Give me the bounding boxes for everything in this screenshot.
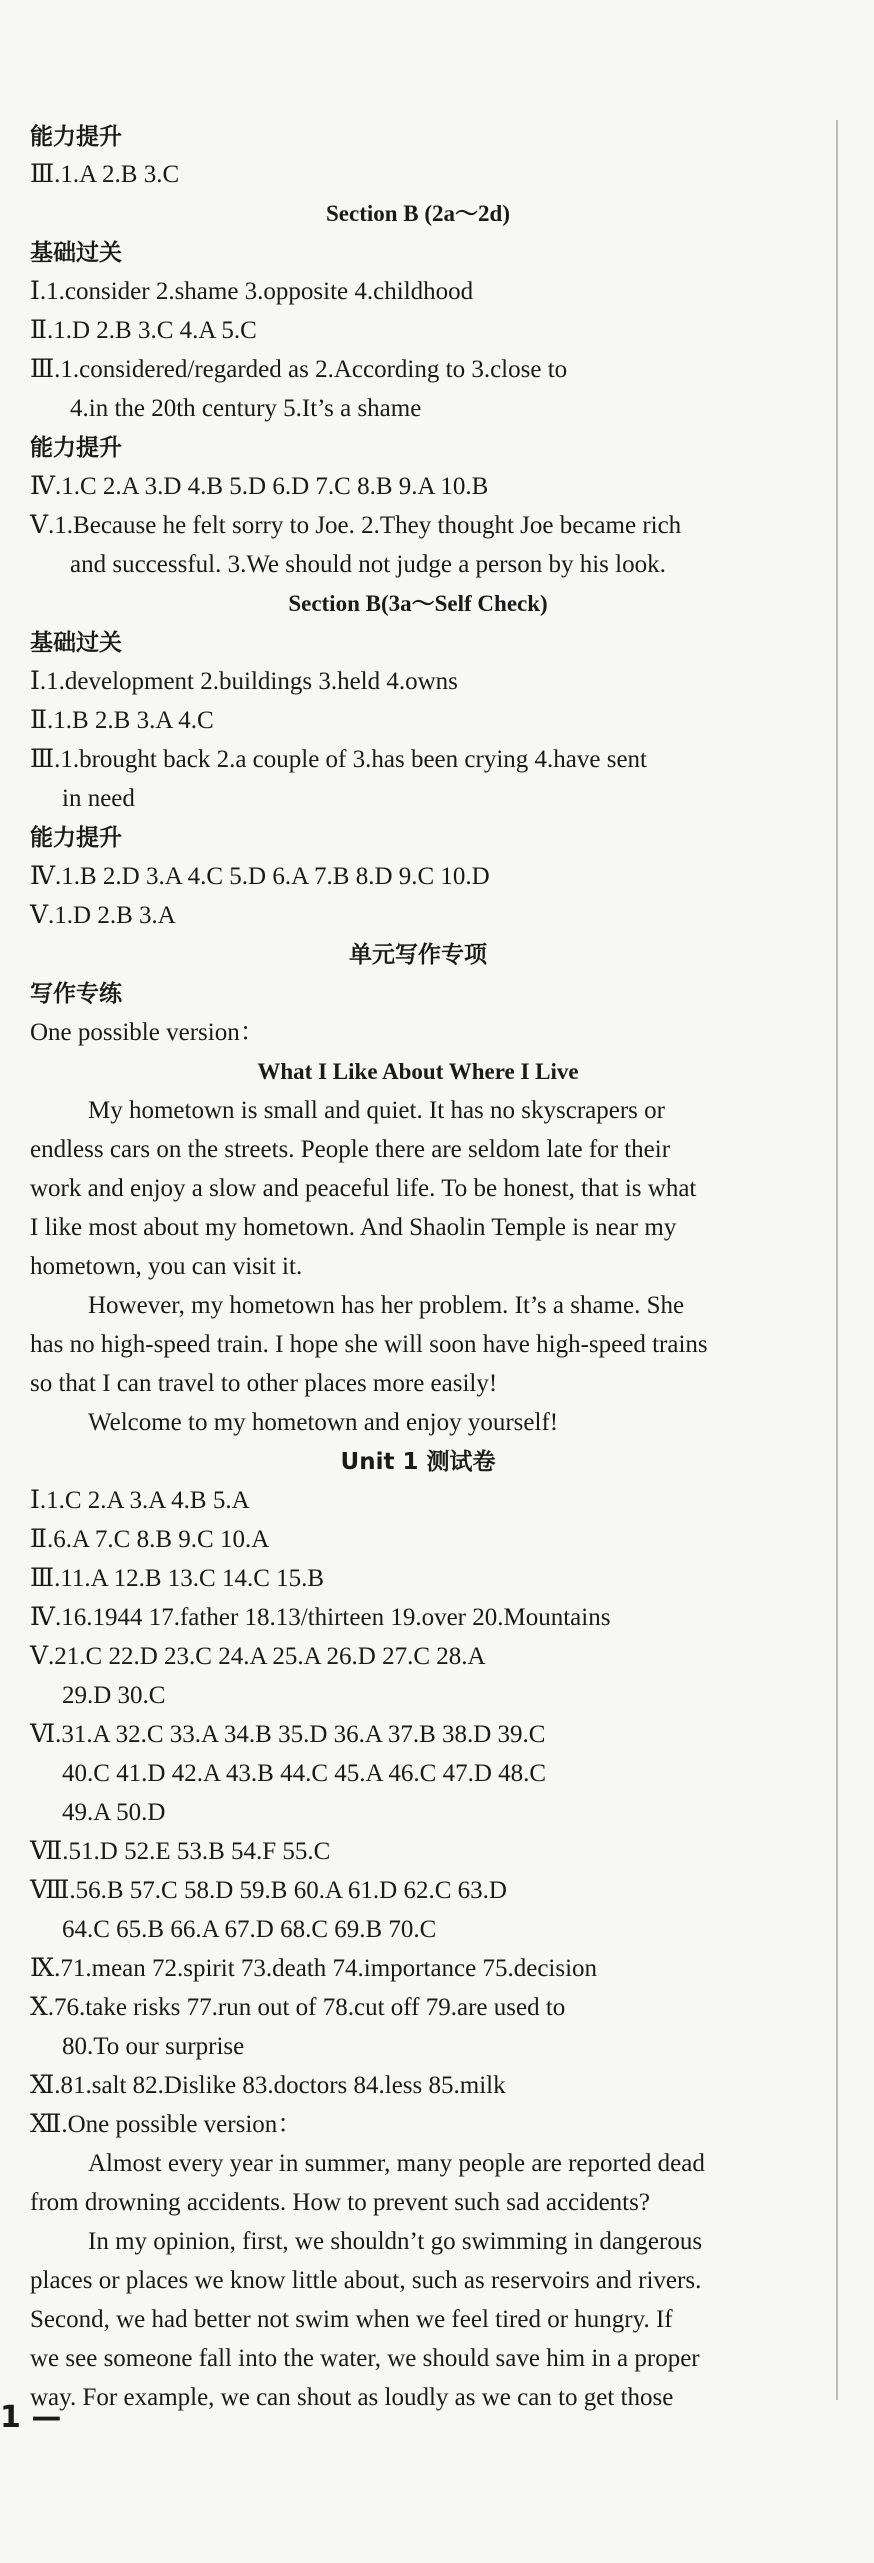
answer-line-cont: 40.C 41.D 42.A 43.B 44.C 45.A 46.C 47.D 48.C: [62, 1760, 547, 1787]
version-label: One possible version：: [30, 1019, 265, 1046]
essay-line: endless cars on the streets. People there are seldom late for their: [30, 1136, 671, 1163]
essay-line: Almost every year in summer, many people are reported dead: [88, 2150, 705, 2177]
essay-line: I like most about my hometown. And Shaolin Temple is near my: [30, 1214, 677, 1241]
answer-line: Ⅲ.1.brought back 2.a couple of 3.has been crying 4.have sent: [30, 746, 647, 773]
answer-line-cont: 4.in the 20th century 5.It’s a shame: [70, 395, 422, 422]
essay-line: work and enjoy a slow and peaceful life. To be honest, that is what: [30, 1175, 697, 1202]
answer-line: Ⅹ.76.take risks 77.run out of 78.cut off 79.are used to: [30, 1994, 566, 2021]
answer-line-cont: 29.D 30.C: [62, 1682, 166, 1709]
heading-ability: 能力提升: [30, 124, 122, 150]
answer-line: Ⅵ.31.A 32.C 33.A 34.B 35.D 36.A 37.B 38.D 39.C: [30, 1721, 546, 1748]
essay-line: hometown, you can visit it.: [30, 1253, 303, 1280]
section-title: Section B(3a～Self Check): [288, 591, 548, 616]
answer-line: Ⅸ.71.mean 72.spirit 73.death 74.importance 75.decision: [30, 1955, 598, 1982]
answer-line: Ⅴ.1.Because he felt sorry to Joe. 2.They thought Joe became rich: [30, 512, 682, 539]
essay-title: What I Like About Where I Live: [257, 1059, 579, 1084]
essay-line: In my opinion, first, we shouldn’t go swimming in dangerous: [88, 2228, 703, 2255]
section-title: Section B (2a～2d): [326, 201, 510, 226]
answer-line-cont: 64.C 65.B 66.A 67.D 68.C 69.B 70.C: [62, 1916, 437, 1943]
answer-line: Ⅷ.56.B 57.C 58.D 59.B 60.A 61.D 62.C 63.D: [30, 1877, 507, 1904]
essay-line: way. For example, we can shout as loudly as we can to get those: [30, 2384, 674, 2411]
version-label: Ⅻ.One possible version：: [30, 2111, 303, 2138]
heading-basic: 基础过关: [30, 630, 122, 656]
essay-line: Second, we had better not swim when we feel tired or hungry. If: [30, 2306, 673, 2333]
heading-basic: 基础过关: [30, 240, 122, 266]
section-title: Unit 1 测试卷: [340, 1449, 496, 1475]
column-divider: [836, 120, 838, 2400]
answer-line: Ⅱ.1.D 2.B 3.C 4.A 5.C: [30, 317, 257, 344]
answer-line: Ⅲ.1.A 2.B 3.C: [30, 161, 180, 188]
page-number: 1 —: [0, 2400, 62, 2435]
heading-ability: 能力提升: [30, 825, 122, 851]
essay-line: places or places we know little about, such as reservoirs and rivers.: [30, 2267, 702, 2294]
essay-line: we see someone fall into the water, we should save him in a proper: [30, 2345, 700, 2372]
heading-writing: 写作专练: [30, 981, 122, 1007]
answer-line: Ⅰ.1.C 2.A 3.A 4.B 5.A: [30, 1487, 250, 1514]
essay-line: so that I can travel to other places more easily!: [30, 1370, 498, 1397]
answer-line: Ⅴ.21.C 22.D 23.C 24.A 25.A 26.D 27.C 28.A: [30, 1643, 486, 1670]
section-title: 单元写作专项: [349, 942, 487, 968]
answer-line-cont: 49.A 50.D: [62, 1799, 166, 1826]
heading-ability: 能力提升: [30, 435, 122, 461]
answer-line: Ⅶ.51.D 52.E 53.B 54.F 55.C: [30, 1838, 331, 1865]
answer-line-cont: and successful. 3.We should not judge a person by his look.: [70, 551, 666, 578]
answer-line: Ⅺ.81.salt 82.Dislike 83.doctors 84.less 85.milk: [30, 2072, 506, 2099]
answer-line: Ⅰ.1.development 2.buildings 3.held 4.owns: [30, 668, 458, 695]
answer-line: Ⅳ.1.B 2.D 3.A 4.C 5.D 6.A 7.B 8.D 9.C 10.D: [30, 863, 490, 890]
answer-line: Ⅳ.1.C 2.A 3.D 4.B 5.D 6.D 7.C 8.B 9.A 10.B: [30, 473, 489, 500]
answer-line: Ⅲ.11.A 12.B 13.C 14.C 15.B: [30, 1565, 325, 1592]
answer-line: Ⅳ.16.1944 17.father 18.13/thirteen 19.over 20.Mountains: [30, 1604, 611, 1631]
answer-line: Ⅱ.1.B 2.B 3.A 4.C: [30, 707, 214, 734]
answer-line-cont: 80.To our surprise: [62, 2033, 245, 2060]
essay-line: However, my hometown has her problem. It’s a shame. She: [88, 1292, 685, 1319]
answer-line-cont: in need: [62, 785, 135, 812]
answer-line: Ⅲ.1.considered/regarded as 2.According to 3.close to: [30, 356, 568, 383]
essay-line: from drowning accidents. How to prevent such sad accidents?: [30, 2189, 650, 2216]
essay-line: My hometown is small and quiet. It has no skyscrapers or: [88, 1097, 665, 1124]
answer-line: Ⅴ.1.D 2.B 3.A: [30, 902, 176, 929]
answer-line: Ⅰ.1.consider 2.shame 3.opposite 4.childhood: [30, 278, 474, 305]
answer-line: Ⅱ.6.A 7.C 8.B 9.C 10.A: [30, 1526, 270, 1553]
essay-line: has no high-speed train. I hope she will soon have high-speed trains: [30, 1331, 708, 1358]
essay-line: Welcome to my hometown and enjoy yourself!: [88, 1409, 559, 1436]
